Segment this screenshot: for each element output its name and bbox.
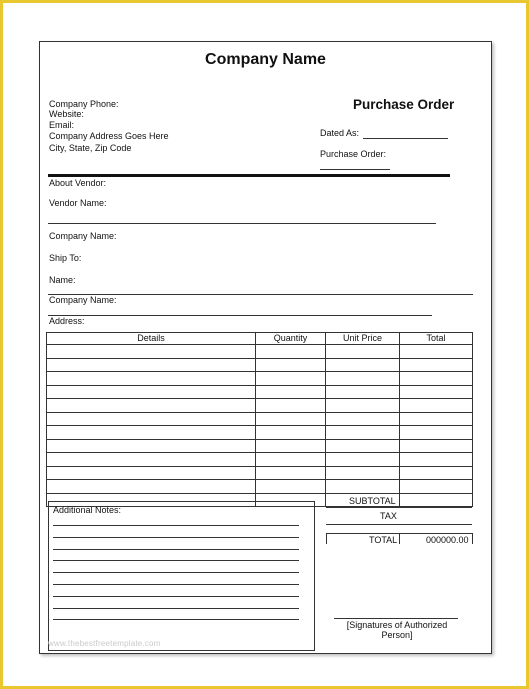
note-line xyxy=(53,584,299,585)
table-cell[interactable] xyxy=(47,399,256,413)
total-value: 000000.00 xyxy=(426,535,469,545)
dated-as-field[interactable] xyxy=(363,138,448,139)
note-line xyxy=(53,549,299,550)
total-left-edge xyxy=(326,533,327,544)
table-cell[interactable] xyxy=(47,426,256,440)
table-cell[interactable] xyxy=(400,439,473,453)
column-header-unit-price: Unit Price xyxy=(326,333,400,345)
dated-as-label: Dated As: xyxy=(320,128,360,138)
table-header-row xyxy=(47,333,473,345)
watermark: www.thebestfreetemplate.com xyxy=(48,639,161,648)
table-cell[interactable] xyxy=(400,385,473,399)
purchase-order-label: Purchase Order: xyxy=(320,149,387,159)
table-row xyxy=(47,372,473,386)
table-cell[interactable] xyxy=(47,412,256,426)
table-cell[interactable] xyxy=(256,480,326,494)
table-cell[interactable] xyxy=(400,480,473,494)
table-cell[interactable] xyxy=(326,426,400,440)
ship-to-label: Ship To: xyxy=(49,253,82,263)
vendor-name-label: Vendor Name: xyxy=(49,198,107,208)
table-cell[interactable] xyxy=(256,358,326,372)
subtotal-line xyxy=(326,507,472,508)
table-cell[interactable] xyxy=(47,345,256,359)
table-row xyxy=(47,453,473,467)
table-row xyxy=(47,358,473,372)
table-cell[interactable] xyxy=(326,453,400,467)
company-email: Email: xyxy=(49,120,75,130)
table-cell[interactable] xyxy=(256,345,326,359)
note-line xyxy=(53,560,299,561)
table-cell[interactable] xyxy=(326,345,400,359)
table-row xyxy=(47,345,473,359)
table-row xyxy=(47,426,473,440)
table-cell[interactable] xyxy=(256,412,326,426)
table-cell[interactable] xyxy=(256,372,326,386)
table-cell[interactable] xyxy=(400,426,473,440)
table-cell[interactable] xyxy=(47,358,256,372)
note-line xyxy=(53,537,299,538)
total-label: TOTAL xyxy=(369,535,398,545)
table-cell[interactable] xyxy=(256,466,326,480)
note-line xyxy=(53,619,299,620)
table-cell[interactable] xyxy=(400,493,473,507)
table-cell[interactable] xyxy=(47,480,256,494)
additional-notes-label: Additional Notes: xyxy=(53,505,122,515)
table-cell[interactable] xyxy=(47,453,256,467)
items-table xyxy=(46,332,473,507)
table-cell[interactable] xyxy=(400,412,473,426)
purchase-order-form xyxy=(39,41,492,654)
note-line xyxy=(53,596,299,597)
table-cell[interactable] xyxy=(47,385,256,399)
company-phone: Company Phone: xyxy=(49,99,119,109)
table-cell[interactable] xyxy=(256,399,326,413)
table-cell[interactable] xyxy=(326,439,400,453)
table-cell[interactable] xyxy=(47,466,256,480)
vendor-company-name-label: Company Name: xyxy=(49,231,117,241)
table-cell[interactable] xyxy=(400,372,473,386)
table-row xyxy=(47,412,473,426)
table-row xyxy=(47,385,473,399)
ship-company-name-field[interactable] xyxy=(48,315,432,316)
tax-line xyxy=(326,524,472,525)
column-header-total: Total xyxy=(400,333,473,345)
table-cell[interactable] xyxy=(256,453,326,467)
table-cell[interactable] xyxy=(400,358,473,372)
ship-address-label: Address: xyxy=(49,316,85,326)
table-cell[interactable] xyxy=(326,412,400,426)
signature-label: [Signatures of Authorized Person] xyxy=(346,620,448,640)
table-cell[interactable] xyxy=(326,399,400,413)
document-title: Purchase Order xyxy=(353,97,455,112)
table-cell[interactable] xyxy=(326,358,400,372)
column-header-details: Details xyxy=(47,333,256,345)
table-cell[interactable] xyxy=(400,399,473,413)
table-cell[interactable] xyxy=(47,439,256,453)
column-header-quantity: Quantity xyxy=(256,333,326,345)
company-name: Company Name xyxy=(205,51,326,68)
table-cell[interactable] xyxy=(256,439,326,453)
table-cell[interactable] xyxy=(326,480,400,494)
subtotal-label: SUBTOTAL xyxy=(349,496,396,506)
table-cell[interactable] xyxy=(326,385,400,399)
total-divider xyxy=(399,533,400,544)
table-row xyxy=(47,399,473,413)
company-address: Company Address Goes Here xyxy=(49,131,169,141)
table-cell[interactable] xyxy=(400,466,473,480)
vendor-name-field[interactable] xyxy=(48,223,436,224)
table-cell[interactable] xyxy=(256,385,326,399)
table-cell[interactable] xyxy=(256,426,326,440)
company-city-state-zip: City, State, Zip Code xyxy=(49,143,132,153)
total-right-edge xyxy=(472,533,473,544)
table-row xyxy=(47,480,473,494)
ship-company-name-label: Company Name: xyxy=(49,295,117,305)
company-website: Website: xyxy=(49,109,84,119)
table-cell[interactable] xyxy=(400,453,473,467)
header-divider xyxy=(48,174,450,177)
table-cell[interactable] xyxy=(400,345,473,359)
purchase-order-field[interactable] xyxy=(320,169,390,170)
note-line xyxy=(53,525,299,526)
additional-notes-box[interactable] xyxy=(48,501,315,651)
note-line xyxy=(53,608,299,609)
table-row xyxy=(47,439,473,453)
table-cell[interactable] xyxy=(326,466,400,480)
table-row xyxy=(47,466,473,480)
table-cell[interactable] xyxy=(326,372,400,386)
signature-line[interactable] xyxy=(334,618,458,619)
about-vendor-label: About Vendor: xyxy=(49,178,107,188)
tax-label: TAX xyxy=(380,511,397,521)
table-cell[interactable] xyxy=(47,372,256,386)
ship-name-label: Name: xyxy=(49,275,76,285)
note-line xyxy=(53,572,299,573)
